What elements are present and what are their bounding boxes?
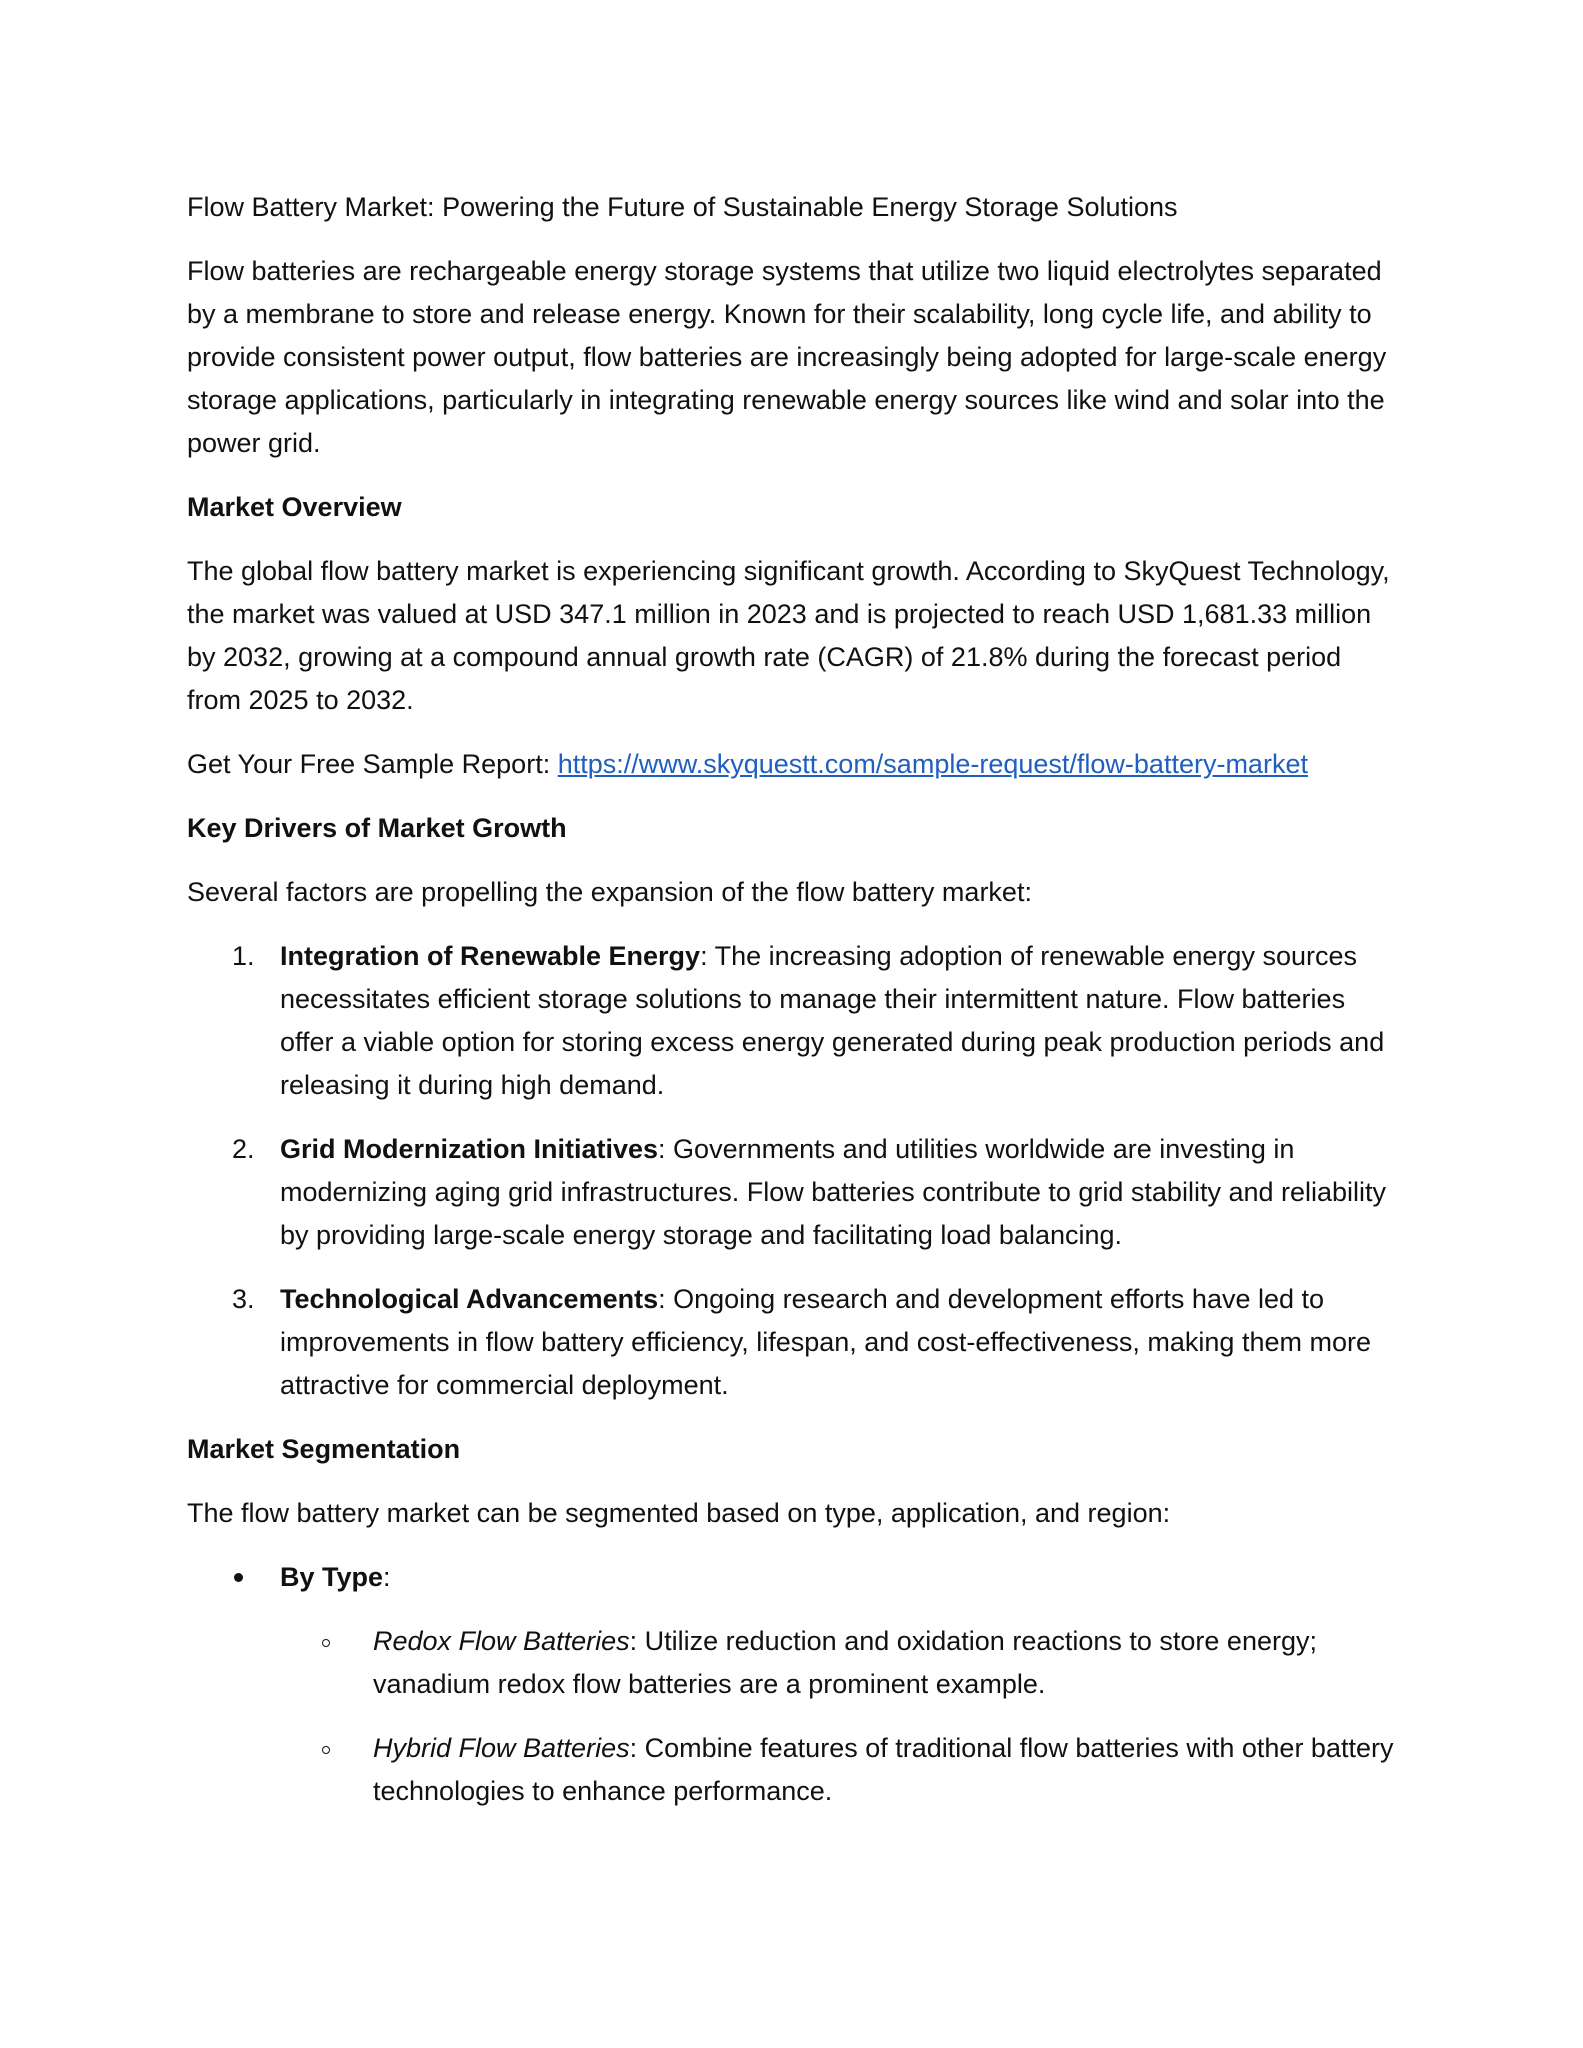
sample-report-label: Get Your Free Sample Report: [187,749,558,779]
list-item [280,1727,1402,1813]
hollow-bullet-icon [322,1639,330,1647]
list-item-text: : Combine features of traditional flow batteries with other battery technologies to enhance performance. [373,1733,1394,1806]
bullet-icon [234,1573,243,1582]
market-overview-heading: Market Overview [187,492,402,522]
list-item [187,935,1402,1107]
market-overview-paragraph: The global flow battery market is experiencing significant growth. According to SkyQuest Technology, the market was valued at USD 347.1 million in 2023 and is projected to reach USD 1,681.33 million by 2032, growing at a compound annual growth rate (CAGR) of 21.8% during the forecast period from 2025 to 2032. [187,556,1390,715]
by-type-sublist [280,1620,1402,1813]
key-drivers-intro: Several factors are propelling the expansion of the flow battery market: [187,877,1032,907]
document-title: Flow Battery Market: Powering the Future of Sustainable Energy Storage Solutions [187,192,1178,222]
sample-report-line [187,743,1402,786]
list-item-number: 2. [232,1134,255,1164]
document-body [187,186,1402,1834]
list-item-text: : Governments and utilities worldwide are investing in modernizing aging grid infrastructures. Flow batteries contribute to grid stability and reliability by providing large-scale energy storage and facilitating load balancing. [280,1134,1387,1250]
intro-paragraph: Flow batteries are rechargeable energy storage systems that utilize two liquid electrolytes separated by a membrane to store and release energy. Known for their scalability, long cycle life, and ability to provide consistent power output, flow batteries are increasingly being adopted for large-scale energy storage applications, particularly in integrating renewable energy sources like wind and solar into the power grid. [187,256,1387,458]
sample-report-link[interactable]: https://www.skyquestt.com/sample-request/flow-battery-market [557,749,1308,779]
hollow-bullet-icon [322,1746,330,1754]
list-item [280,1620,1402,1706]
list-item-term: Grid Modernization Initiatives [280,1134,659,1164]
list-item [187,1128,1402,1257]
list-item-term: Integration of Renewable Energy [280,941,701,971]
key-drivers-heading: Key Drivers of Market Growth [187,813,567,843]
list-item-text: : Utilize reduction and oxidation reactions to store energy; vanadium redox flow batteries are a prominent example. [373,1626,1317,1699]
list-item [187,1278,1402,1407]
drivers-list [187,935,1402,1407]
list-item-term: Hybrid Flow Batteries [373,1733,630,1763]
market-segmentation-intro: The flow battery market can be segmented based on type, application, and region: [187,1498,1171,1528]
list-item-number: 3. [232,1284,255,1314]
market-segmentation-heading: Market Segmentation [187,1434,461,1464]
list-item-term: Technological Advancements [280,1284,659,1314]
list-item-number: 1. [232,941,255,971]
list-item-text: : The increasing adoption of renewable energy sources necessitates efficient storage solutions to manage their intermittent nature. Flow batteries offer a viable option for storing excess energy generated during peak production periods and releasing it during high demand. [280,941,1385,1100]
list-item [187,1556,1402,1813]
list-item-suffix: : [383,1562,391,1592]
list-item-term: By Type [280,1562,384,1592]
list-item-term: Redox Flow Batteries [373,1626,630,1656]
segmentation-list [187,1556,1402,1813]
list-item-text: : Ongoing research and development efforts have led to improvements in flow battery efficiency, lifespan, and cost-effectiveness, making them more attractive for commercial deployment. [280,1284,1371,1400]
